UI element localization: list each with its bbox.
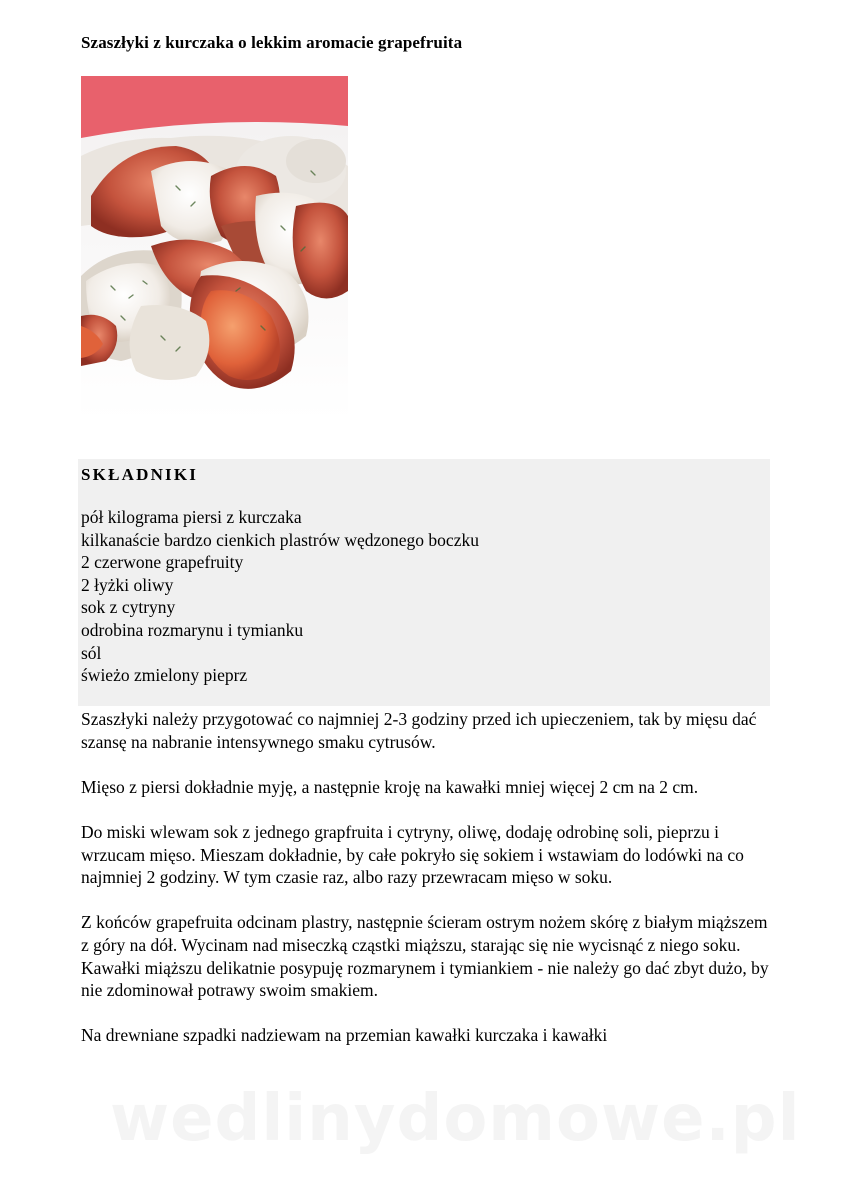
recipe-instructions bbox=[81, 708, 771, 1070]
ingredient-item: świeżo zmielony pieprz bbox=[81, 665, 248, 686]
instruction-paragraph: Mięso z piersi dokładnie myję, a następnie kroję na kawałki mniej więcej 2 cm na 2 cm. bbox=[81, 776, 699, 797]
instruction-paragraph: Do miski wlewam sok z jednego grapfruita i cytryny, oliwę, dodaję odrobinę soli, pieprzu i wrzucam mięso. Mieszam dokładnie, by całe pokryło się sokiem i wstawiam do lodówki na co najmniej 2 godziny. W tym czasie raz, albo razy przewracam mięso w soku. bbox=[81, 821, 744, 888]
instruction-paragraph: Z końców grapefruita odcinam plastry, następnie ścieram ostrym nożem skórę z białym miąższem z góry na dół. Wycinam nad miseczką cząstki miąższu, starając się nie wycisnąć z niego soku. Kawałki miąższu delikatnie posypuję rozmarynem i tymiankiem - nie należy go dać zbyt dużo, by nie zdominował potrawy swoim smakiem. bbox=[81, 912, 769, 1001]
watermark: wedlinydomowe.pl bbox=[110, 1082, 801, 1156]
page-title: Szaszłyki z kurczaka o lekkim aromacie grapefruita bbox=[81, 33, 463, 52]
ingredient-item: kilkanaście bardzo cienkich plastrów wędzonego boczku bbox=[81, 529, 479, 550]
chicken-skewer-illustration bbox=[81, 76, 348, 421]
instruction-paragraph: Szaszłyki należy przygotować co najmniej 2-3 godziny przed ich upieczeniem, tak by mięsu dać szansę na nabranie intensywnego smaku cytrusów. bbox=[81, 709, 757, 752]
instruction-paragraph: Na drewniane szpadki nadziewam na przemian kawałki kurczaka i kawałki bbox=[81, 1025, 608, 1046]
ingredient-item: odrobina rozmarynu i tymianku bbox=[81, 619, 304, 640]
ingredient-item: 2 czerwone grapefruity bbox=[81, 552, 244, 573]
ingredient-item: pół kilograma piersi z kurczaka bbox=[81, 507, 302, 527]
recipe-photo bbox=[81, 76, 348, 421]
ingredient-item: sok z cytryny bbox=[81, 597, 176, 618]
ingredients-list bbox=[81, 506, 479, 687]
ingredient-item: sól bbox=[81, 642, 102, 663]
ingredients-heading: SKŁADNIKI bbox=[81, 465, 199, 484]
ingredient-item: 2 łyżki oliwy bbox=[81, 574, 174, 595]
ingredients-section bbox=[78, 459, 770, 706]
